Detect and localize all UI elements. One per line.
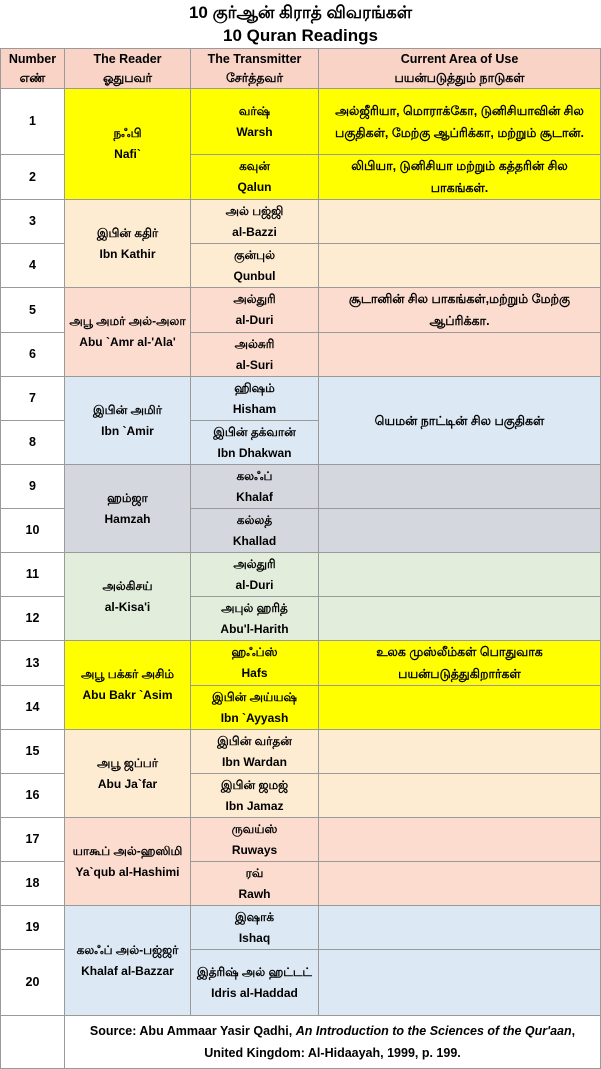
transmitter-cell: இபின் அய்யஷ் Ibn `Ayyash [191,686,319,730]
title-english: 10 Quran Readings [223,26,378,45]
table-row [1,89,601,155]
transmitter-cell: ருவய்ஸ் Ruways [191,818,319,862]
reader-cell: அபூ அமர் அல்-அலா Abu `Amr al-'Ala' [65,288,191,377]
transmitter-cell: இபின் ஜமஜ் Ibn Jamaz [191,774,319,818]
transmitter-cell: அல்துரி al-Duri [191,553,319,597]
reader-cell: யாகூப் அல்-ஹஸிமி Ya`qub al-Hashimi [65,818,191,906]
row-number: 9 [1,465,65,509]
source-book-title: An Introduction to the Sciences of the Qur'aan [295,1024,572,1038]
header-number: Number எண் [1,49,65,89]
header-row [1,49,601,89]
area-cell [319,333,601,377]
transmitter-cell: அல்சுரி al-Suri [191,333,319,377]
table-row [1,906,601,950]
row-number: 15 [1,730,65,774]
header-reader: The Reader ஓதுபவர் [65,49,191,89]
table-row [1,641,601,686]
table-row [1,465,601,509]
row-number: 18 [1,862,65,906]
table-row [1,200,601,244]
area-cell [319,553,601,597]
table-row [1,730,601,774]
area-cell [319,244,601,288]
row-number: 19 [1,906,65,950]
row-number: 6 [1,333,65,377]
reader-cell: கலஃப் அல்-பஜ்ஜர் Khalaf al-Bazzar [65,906,191,1016]
title-tamil: 10 குர்ஆன் கிராத் விவரங்கள் [188,3,413,22]
area-cell [319,950,601,1016]
transmitter-cell: அல்துரி al-Duri [191,288,319,333]
area-cell [319,465,601,509]
source-citation: Source: Abu Ammaar Yasir Qadhi, An Introduction to the Sciences of the Qur'aan, United Kingdom: Al-Hidaayah, 1999, p. 199. [65,1016,601,1069]
row-number: 2 [1,155,65,200]
area-cell [319,906,601,950]
transmitter-cell: வர்ஷ் Warsh [191,89,319,155]
reader-cell: அபூ ஜப்பர் Abu Ja`far [65,730,191,818]
area-cell: சூடானின் சில பாகங்கள்,மற்றும் மேற்கு ஆப்ரிக்கா. [319,288,601,333]
transmitter-cell: ரவ் Rawh [191,862,319,906]
reader-cell: நஃபி Nafi` [65,89,191,200]
reader-cell: இபின் கதிர் Ibn Kathir [65,200,191,288]
table-row [1,288,601,333]
row-number: 12 [1,597,65,641]
source-row [1,1016,601,1069]
transmitter-cell: குன்புல் Qunbul [191,244,319,288]
row-number: 16 [1,774,65,818]
row-number: 11 [1,553,65,597]
area-cell: உலக முஸ்லீம்கள் பொதுவாக பயன்படுத்துகிறார்கள் [319,641,601,686]
area-cell [319,686,601,730]
area-cell: லிபியா, டுனிசியா மற்றும் கத்தரின் சில பாகங்கள். [319,155,601,200]
reader-cell: ஹம்ஜா Hamzah [65,465,191,553]
row-number: 1 [1,89,65,155]
row-number: 4 [1,244,65,288]
row-number: 5 [1,288,65,333]
row-number: 3 [1,200,65,244]
row-number: 20 [1,950,65,1016]
area-cell: யெமன் நாட்டின் சில பகுதிகள் [319,377,601,465]
transmitter-cell: இத்ரிஷ் அல் ஹட்டட் Idris al-Haddad [191,950,319,1016]
row-number: 13 [1,641,65,686]
transmitter-cell: கவுன் Qalun [191,155,319,200]
table-row [1,818,601,862]
transmitter-cell: இபின் தக்வான் Ibn Dhakwan [191,421,319,465]
row-number: 17 [1,818,65,862]
table-row [1,377,601,421]
header-area: Current Area of Use பயன்படுத்தும் நாடுகள் [319,49,601,89]
row-number: 10 [1,509,65,553]
transmitter-cell: அல் பஜ்ஜி al-Bazzi [191,200,319,244]
reader-cell: அல்கிசய் al-Kisa'i [65,553,191,641]
area-cell [319,862,601,906]
transmitter-cell: அபுல் ஹரித் Abu'l-Harith [191,597,319,641]
area-cell: அல்ஜீரியா, மொராக்கோ, டுனிசியாவின் சில பகுதிகள், மேற்கு ஆப்ரிக்கா, மற்றும் சூடான். [319,89,601,155]
header-transmitter: The Transmitter சேர்த்தவர் [191,49,319,89]
transmitter-cell: ஹஃப்ஸ் Hafs [191,641,319,686]
transmitter-cell: இஷாக் Ishaq [191,906,319,950]
area-cell [319,730,601,774]
transmitter-cell: கல்லத் Khallad [191,509,319,553]
area-cell [319,818,601,862]
area-cell [319,200,601,244]
row-number: 14 [1,686,65,730]
table-row [1,553,601,597]
area-cell [319,597,601,641]
transmitter-cell: கலஃப் Khalaf [191,465,319,509]
readings-table [0,48,601,1069]
transmitter-cell: ஹிஷம் Hisham [191,377,319,421]
page-title [0,0,601,49]
area-cell [319,774,601,818]
source-spacer [1,1016,65,1069]
transmitter-cell: இபின் வர்தன் Ibn Wardan [191,730,319,774]
row-number: 7 [1,377,65,421]
row-number: 8 [1,421,65,465]
reader-cell: இபின் அமிர் Ibn `Amir [65,377,191,465]
area-cell [319,509,601,553]
reader-cell: அபூ பக்கர் அசிம் Abu Bakr `Asim [65,641,191,730]
